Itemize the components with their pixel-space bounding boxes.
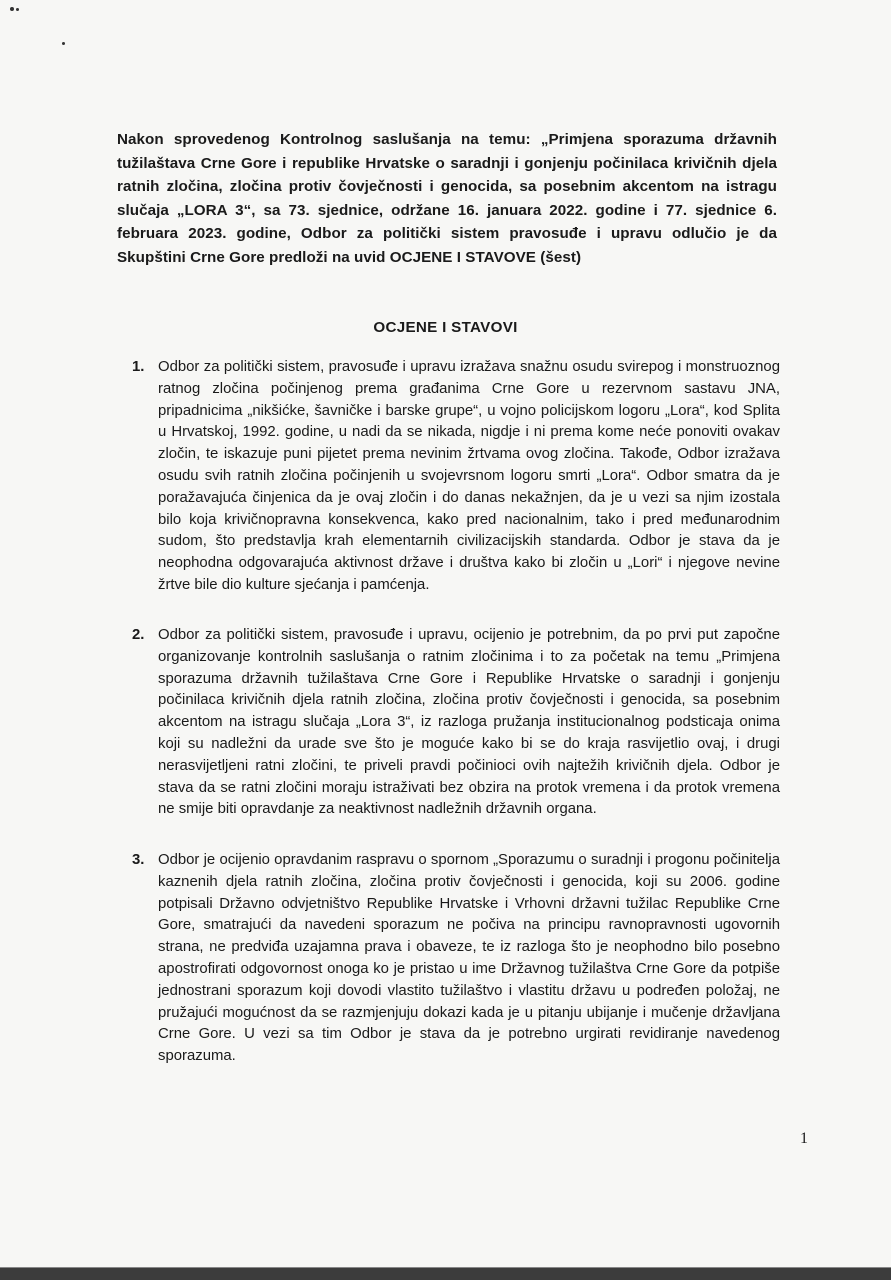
item-number: 3. [132,852,145,868]
item-text: Odbor za politički sistem, pravosuđe i upravu izražava snažnu osudu svirepog i monstruoznog ratnog zločina počinjenog prema građanima Crne Gore u rezervnom sastavu JNA, pripadnicima „nikšićke, šavničke i barske grupe“, u vojno policijskom logoru „Lora“, kod Splita u Hrvatskoj, 1992. godine, u nadi da se nikada, nigdje i ni prema kome neće ponoviti ovakav zločin, te iskazuje puni pijetet prema nevinim žrtvama ovog zločina. Takođe, Odbor izražava osudu svih ratnih zločina počinjenih u svojevrsnom logoru smrti „Lora“. Odbor smatra da je poražavajuća činjenica da je ovaj zločin i do danas nekažnjen, da je u vezi sa njim izostala bilo koja krivičnopravna konsekvenca, kako pred nacionalnim, tako i pred međunarodnim sudom, što predstavlja krah elementarnih civilizacijskih standarda. Odbor je stava da je neophodna odgovarajuća aktivnost države i društva kako bi zločin u „Lori“ i njegove nevine žrtve bile dio kulture sjećanja i pamćenja. [158,359,780,593]
scan-speck [62,42,65,45]
item-text: Odbor je ocijenio opravdanim raspravu o spornom „Sporazumu o suradnji i progonu počinitelja kaznenih djela ratnih zločina, zločina protiv čovječnosti i genocida, koji su 2006. godine potpisali Državno odvjetništvo Republike Hrvatske i Vrhovni državni tužilac Republike Crne Gore, smatrajući da navedeni sporazum ne počiva na principu ravnopravnosti ugovornih strana, ne predviđa uzajamna prava i obaveze, te iz razloga što je neophodno bilo posebno apostrofirati odgovornost onoga ko je pristao u ime Državnog tužilaštva Crne Gore da potpiše jednostrani sporazum koji dovodi vlastito tužilaštvo i vlastitu državu u podređen položaj, ne pružajući mogućnost da se razmjenjuju dokazi kada je u pitanju ubijanje i mučenje državljana Crne Gore. U vezi sa tim Odbor je stava da je potrebno urgirati revidiranje navedenog sporazuma. [158,852,780,1065]
scan-speck [16,8,19,11]
item-text: Odbor za politički sistem, pravosuđe i upravu, ocijenio je potrebnim, da po prvi put započne organizovanje kontrolnih saslušanja o ratnim zločinima i to za početak na temu „Primjena sporazuma državnih tužilaštava Crne Gore i Republike Hrvatske o saradnji i gonjenju počinilaca krivičnih djela ratnih zločina, zločina protiv čovječnosti i genocida, sa posebnim akcentom na istragu slučaja „Lora 3“, iz razloga pružanja institucionalnog podsticaja onima koji su nadležni da urade sve što je moguće kako bi se do kraja rasvijetlio ovaj, i drugi nerasvijetljeni ratni zločini, te priveli pravdi počinioci ovih najtežih krivičnih djela. Odbor je stava da se ratni zločini moraju istraživati bez obzira na protok vremena i da protok vremena ne smije biti opravdanje za neaktivnost nadležnih državnih organa. [158,627,780,818]
list-item [132,625,780,821]
intro-paragraph: Nakon sprovedenog Kontrolnog saslušanja na temu: „Primjena sporazuma državnih tužilaštava Crne Gore i republike Hrvatske o saradnji i gonjenju počinilaca krivičnih djela ratnih zločina, zločina protiv čovječnosti i genocida, sa posebnim akcentom na istragu slučaja „LORA 3“, sa 73. sjednice, održane 16. januara 2022. godine i 77. sjednice 6. februara 2023. godine, Odbor za politički sistem pravosuđe i upravu odlučio je da Skupštini Crne Gore predloži na uvid OCJENE I STAVOVE (šest) [117,131,777,266]
list-item [132,850,780,1068]
scan-speck [10,7,14,11]
scan-bottom-edge [0,1267,891,1280]
page-number: 1 [800,1130,808,1147]
item-number: 1. [132,359,145,375]
list-item [132,357,780,597]
section-heading: OCJENE I STAVOVI [373,319,518,336]
item-number: 2. [132,627,145,643]
